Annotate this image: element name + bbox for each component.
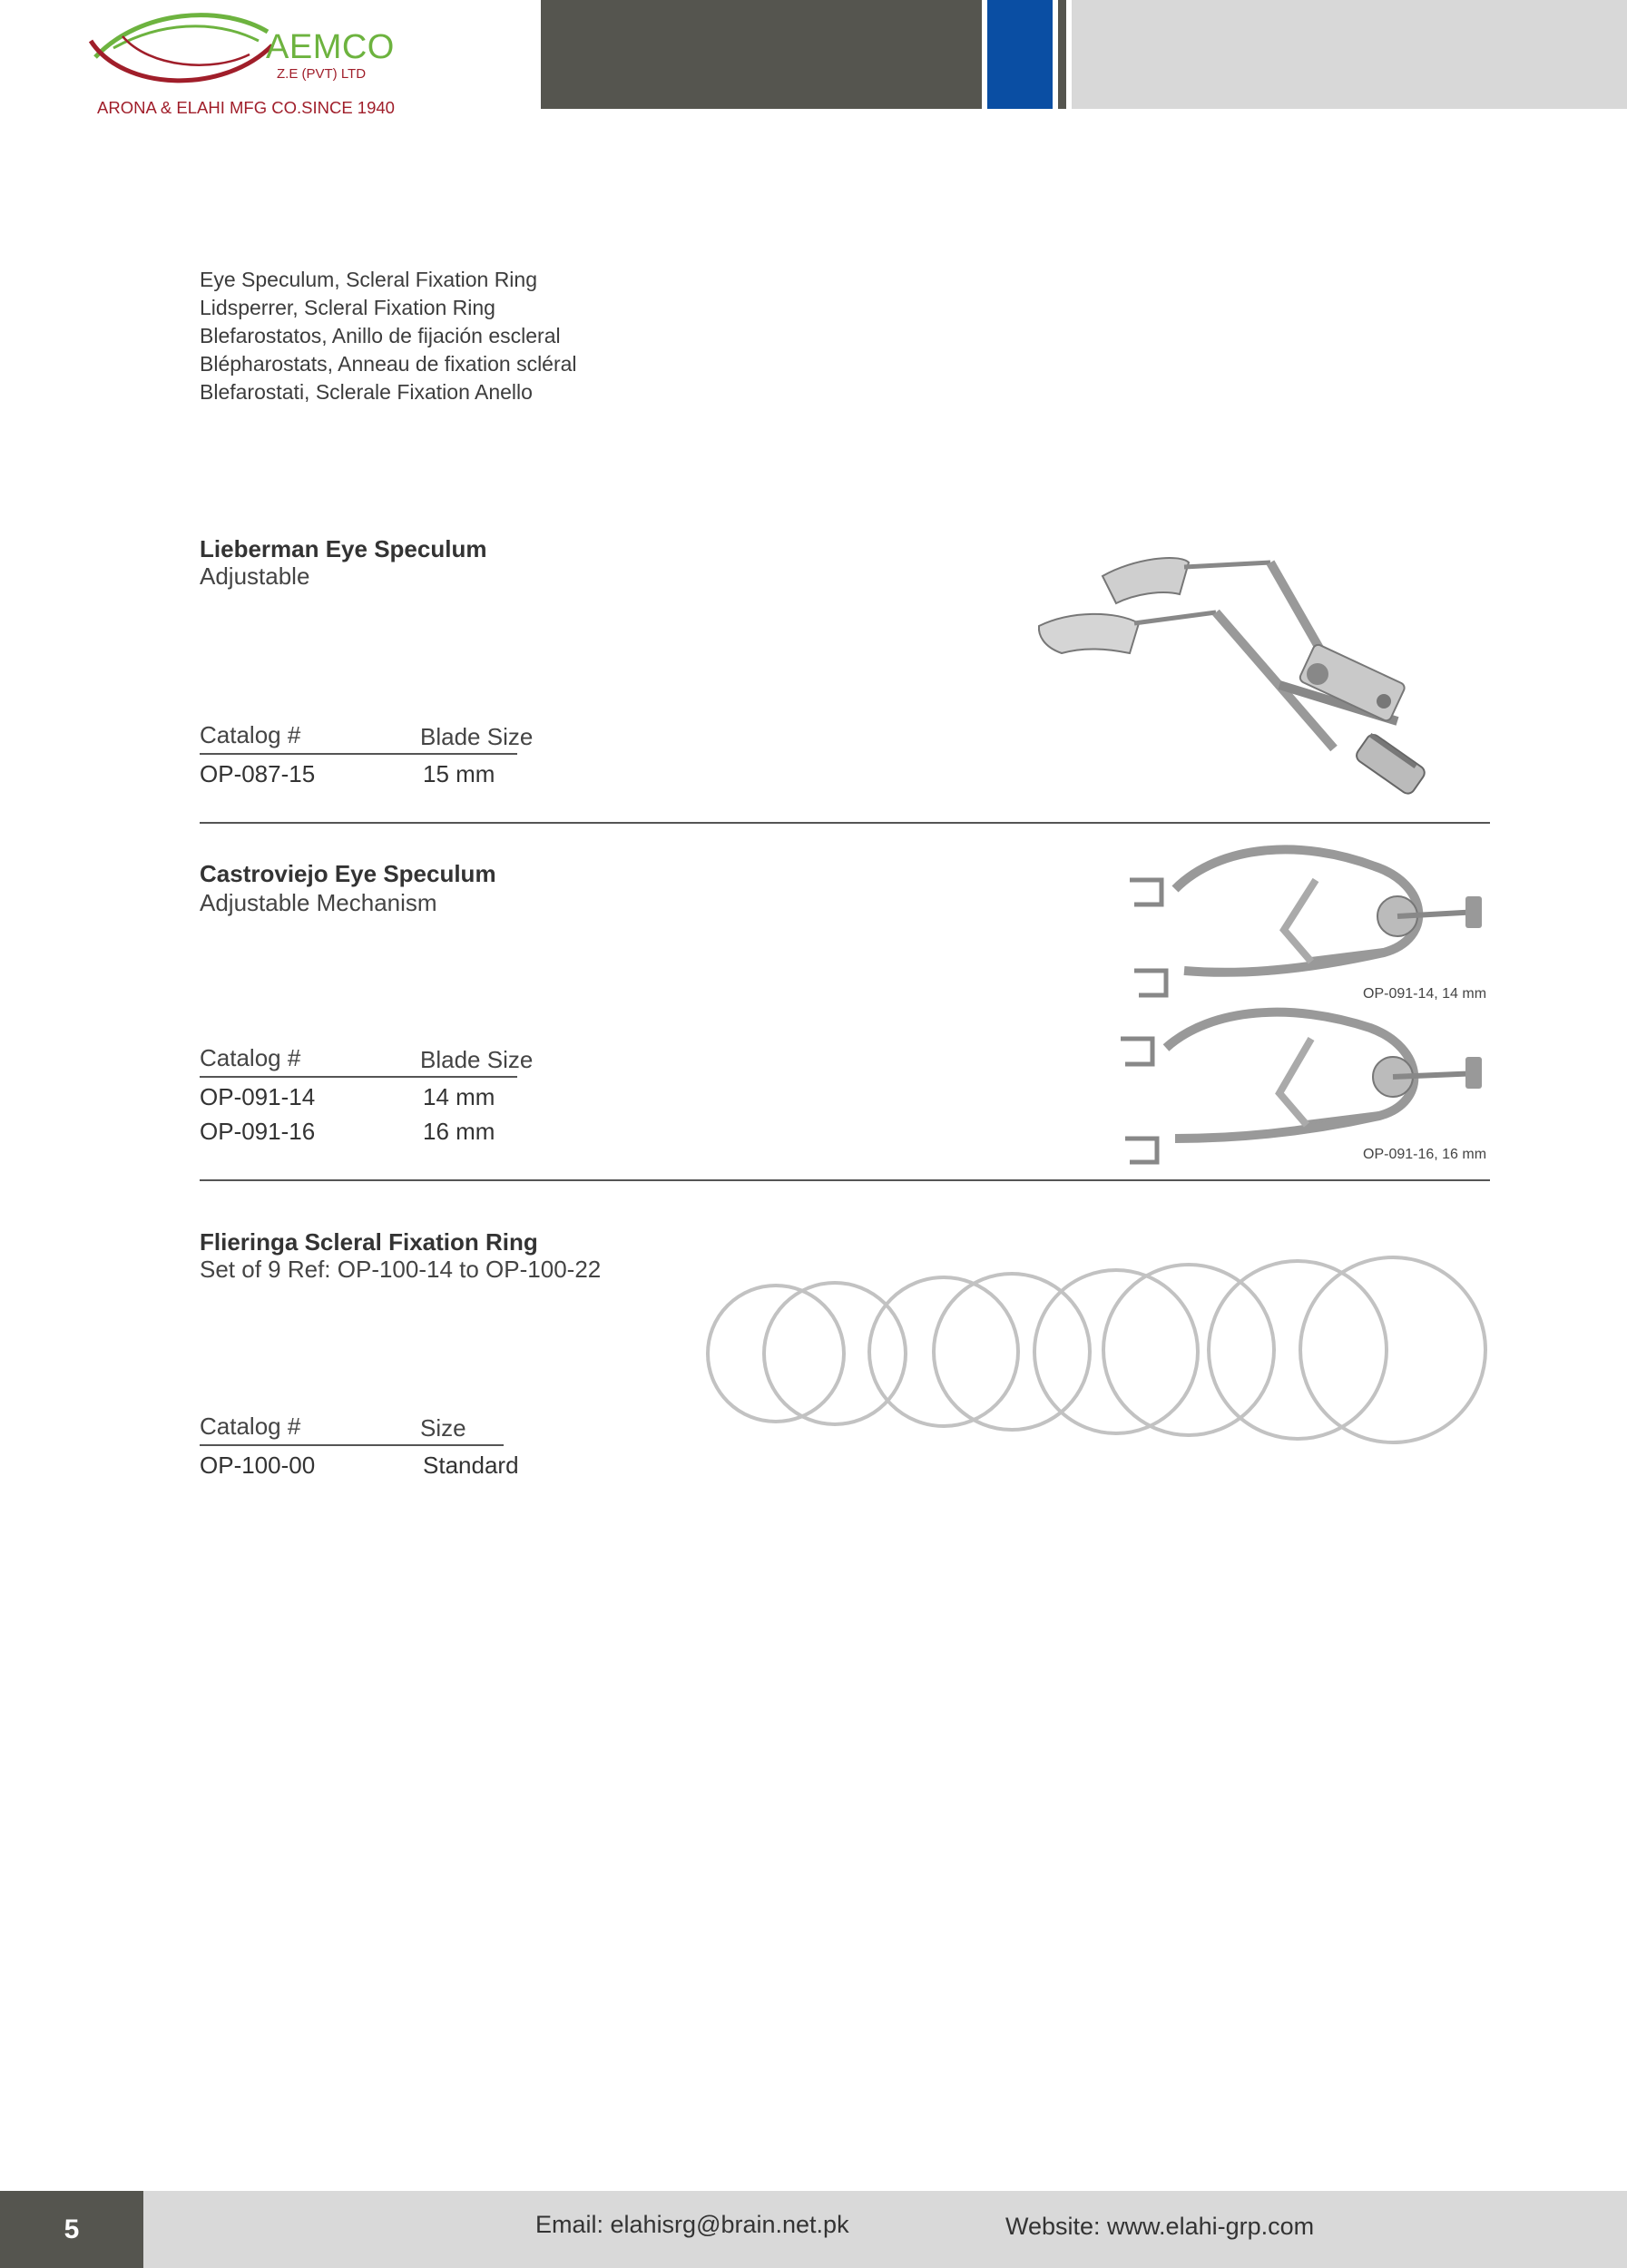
castroviejo-speculum-image-16mm [1112,1002,1493,1166]
table-cell-catalog: OP-100-00 [200,1452,316,1479]
header-bar-divider [1058,0,1066,109]
intro-line: Lidsperrer, Scleral Fixation Ring [200,296,495,319]
table-header-catalog: Catalog # [200,1413,301,1440]
product-title: Lieberman Eye Speculum [200,535,487,562]
product-subtitle: Adjustable Mechanism [200,889,437,916]
header-bar-light [1072,0,1627,109]
logo-tagline: ARONA & ELAHI MFG CO.SINCE 1940 [97,98,395,117]
table-header-catalog: Catalog # [200,1044,301,1071]
table-header-rule [200,1076,517,1078]
intro-line: Eye Speculum, Scleral Fixation Ring [200,268,537,291]
table-header-catalog: Catalog # [200,721,301,748]
table-cell-size: 15 mm [423,760,495,787]
table-header-size: Blade Size [420,1046,534,1073]
table-cell-catalog: OP-087-15 [200,760,316,787]
image-caption: OP-091-14, 14 mm [1363,986,1487,1002]
logo-name: AEMCO [266,28,395,66]
table-cell-catalog: OP-091-16 [200,1118,316,1145]
footer-website[interactable]: Website: www.elahi-grp.com [1005,2213,1315,2240]
logo-subtitle: Z.E (PVT) LTD [277,66,367,82]
table-header-size: Size [420,1414,466,1442]
company-logo [86,5,413,118]
castroviejo-speculum-image-14mm [1121,839,1493,1002]
table-cell-size: Standard [423,1452,519,1479]
product-subtitle: Adjustable [200,562,310,590]
product-title: Castroviejo Eye Speculum [200,860,496,887]
header-bar-blue [987,0,1053,109]
table-header-size: Blade Size [420,723,534,750]
section-divider [200,1179,1490,1181]
table-header-rule [200,753,517,755]
product-subtitle: Set of 9 Ref: OP-100-14 to OP-100-22 [200,1256,602,1283]
section-divider [200,822,1490,824]
page-number: 5 [0,2191,143,2268]
table-cell-size: 16 mm [423,1118,495,1145]
lieberman-speculum-image [1034,540,1506,807]
header-bar-dark [541,0,982,109]
fixation-rings-image [699,1252,1497,1452]
intro-line: Blefarostatos, Anillo de fijación escleral [200,324,561,347]
intro-line: Blépharostats, Anneau de fixation scléral [200,352,577,376]
footer-email[interactable]: Email: elahisrg@brain.net.pk [535,2211,849,2238]
intro-line: Blefarostati, Sclerale Fixation Anello [200,380,533,404]
table-cell-size: 14 mm [423,1083,495,1110]
category-title-multilingual [200,266,577,406]
product-title: Flieringa Scleral Fixation Ring [200,1228,538,1256]
image-caption: OP-091-16, 16 mm [1363,1147,1487,1162]
table-cell-catalog: OP-091-14 [200,1083,316,1110]
table-header-rule [200,1444,504,1446]
